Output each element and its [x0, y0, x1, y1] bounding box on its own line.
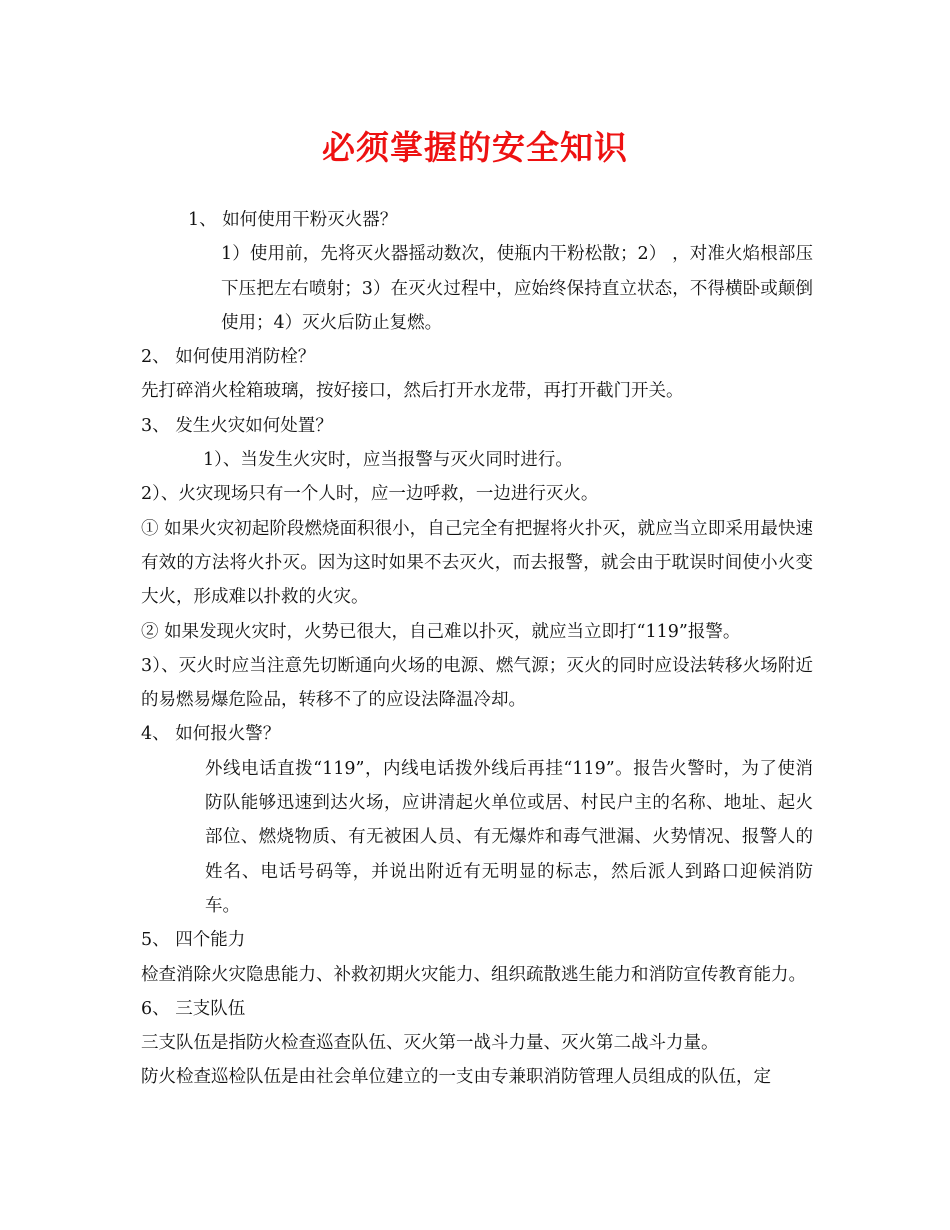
paragraph-q6-answer-2: 防火检查巡检队伍是由社会单位建立的一支由专兼职消防管理人员组成的队伍，定 [141, 1067, 771, 1088]
paragraph-q4-answer: 外线电话直拨“119”，内线电话拨外线后再挂“119”。报告火警时，为了使消防队能够迅速到达火场，应讲清起火单位或居、村民户主的名称、地址、起火部位、燃烧物质、有无被困人员、有无爆炸和毒气泄漏、火势情况、报警人的姓名、电话号码等，并说出附近有无明显的标志，然后派人到路口迎候消防车。 [205, 758, 813, 916]
paragraph-q1-answer: 1）使用前，先将灭火器摇动数次，使瓶内干粉松散；2） ，对准火焰根部压下压把左右喷射；3）在灭火过程中，应始终保持直立状态，不得横卧或颠倒使用；4）灭火后防止复燃。 [221, 244, 813, 333]
paragraph-q6-heading: 6、 三支队伍 [141, 998, 246, 1019]
paragraph-q3-item-3: 3）、灭火时应当注意先切断通向火场的电源、燃气源；灭火的同时应设法转移火场附近的易燃易爆危险品，转移不了的应设法降温冷却。 [141, 655, 813, 711]
paragraph-q3-heading: 3、 发生火灾如何处置？ [141, 415, 333, 436]
paragraph-q5-heading: 5、 四个能力 [141, 930, 246, 951]
paragraph-q3-item-2b: ② 如果发现火灾时，火势已很大，自己难以扑灭，就应当立即打“119”报警。 [141, 621, 741, 642]
document-title: 必须掌握的安全知识 [322, 128, 628, 167]
paragraph-q3-item-1: 1）、当发生火灾时，应当报警与灭火同时进行。 [203, 450, 573, 471]
paragraph-q3-item-2: 2）、火灾现场只有一个人时，应一边呼救，一边进行灭火。 [141, 484, 599, 505]
paragraph-q5-answer: 检查消除火灾隐患能力、补救初期火灾能力、组织疏散逃生能力和消防宣传教育能力。 [141, 964, 806, 985]
paragraph-q2-answer: 先打碎消火栓箱玻璃，按好接口，然后打开水龙带，再打开截门开关。 [141, 381, 684, 402]
paragraph-q3-item-2a: ① 如果火灾初起阶段燃烧面积很小，自己完全有把握将火扑灭，就应当立即采用最快速有效的方法将火扑灭。因为这时如果不去灭火，而去报警，就会由于耽误时间使小火变大火，形成难以扑救的火灾。 [141, 518, 813, 608]
paragraph-q2-heading: 2、 如何使用消防栓？ [141, 347, 316, 368]
paragraph-q4-heading: 4、 如何报火警？ [141, 724, 281, 745]
document-body [141, 203, 813, 1095]
paragraph-q6-answer-1: 三支队伍是指防火检查巡查队伍、灭火第一战斗力量、灭火第二战斗力量。 [141, 1033, 719, 1054]
paragraph-q1-heading: 1、 如何使用干粉灭火器？ [188, 210, 398, 230]
